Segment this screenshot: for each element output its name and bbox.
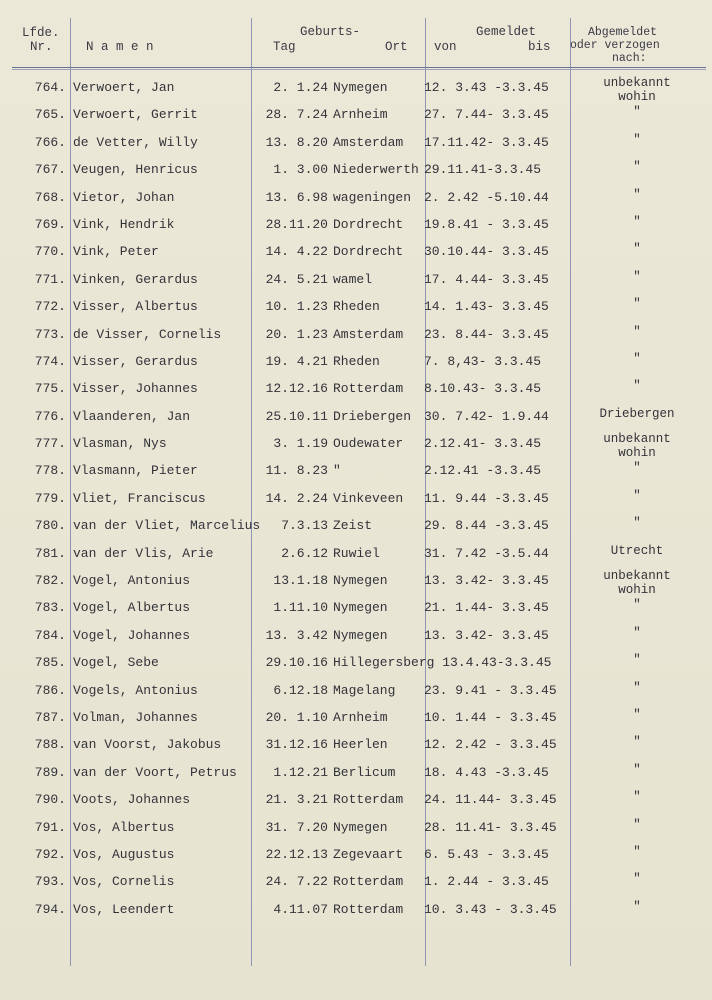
entry-birth-place: Rheden — [333, 299, 380, 315]
entry-name: Vlasmann, Pieter — [73, 463, 198, 479]
entry-deregistered-to: " — [633, 351, 641, 366]
entry-birth-place: " — [333, 463, 341, 479]
entry-birth-date: 19. 4.21 — [265, 353, 328, 369]
table-row — [0, 297, 712, 324]
entry-deregistered-to: " — [633, 516, 641, 531]
entry-name: Vogel, Sebe — [73, 655, 159, 671]
entry-deregistered-to: " — [633, 653, 641, 668]
entry-birth-date: 21. 3.21 — [265, 792, 328, 808]
entry-deregistered-to: " — [633, 214, 641, 229]
header-rule-secondary — [12, 69, 706, 70]
entry-deregistered-to: " — [633, 324, 641, 339]
table-row — [0, 900, 712, 927]
table-row — [0, 653, 712, 680]
table-row — [0, 571, 712, 598]
entry-registered-period: 12. 2.42 - 3.3.45 — [424, 737, 557, 753]
entry-registered-period: 10. 3.43 - 3.3.45 — [424, 901, 557, 917]
entry-birth-place: Rheden — [333, 353, 380, 369]
entry-birth-date: 31. 7.20 — [265, 819, 328, 835]
table-row — [0, 270, 712, 297]
entry-deregistered-to: " — [633, 105, 641, 120]
entry-name: Verwoert, Gerrit — [73, 107, 198, 123]
entry-birth-place: Nymegen — [333, 80, 388, 95]
entry-registered-period: 2. 2.42 -5.10.44 — [424, 189, 549, 205]
entry-name: Vos, Augustus — [73, 846, 175, 862]
entry-birth-place: Ruwiel — [333, 545, 380, 561]
entry-number: 794. — [34, 901, 66, 917]
entry-registered-period: 24. 11.44- 3.3.45 — [424, 792, 557, 808]
entry-registered-period: 18. 4.43 -3.3.45 — [424, 764, 549, 780]
table-row — [0, 598, 712, 625]
entry-deregistered-to: " — [633, 762, 641, 777]
header-tag: Tag — [273, 40, 296, 54]
entry-name: Vink, Hendrik — [73, 216, 175, 232]
table-row — [0, 461, 712, 488]
entry-birth-place: Niederwerth — [333, 162, 419, 178]
table-row — [0, 790, 712, 817]
entry-registered-period: 29.11.41-3.3.45 — [424, 162, 542, 178]
entry-registered-period: 17. 4.44- 3.3.45 — [424, 271, 549, 287]
entry-registered-period: 30. 7.42- 1.9.44 — [424, 408, 549, 424]
entry-birth-date: 31.12.16 — [265, 737, 328, 753]
entry-registered-period: 17.11.42- 3.3.45 — [424, 134, 549, 150]
entry-registered-period: 31. 7.42 -3.5.44 — [424, 545, 549, 561]
entry-name: van der Voort, Petrus — [73, 764, 237, 780]
entry-name: Visser, Albertus — [73, 299, 198, 315]
entry-birth-date: 6.12.18 — [273, 682, 328, 698]
header-nr: Nr. — [30, 40, 53, 54]
entry-number: 766. — [34, 134, 66, 150]
entry-registered-period: 30.10.44- 3.3.45 — [424, 244, 549, 260]
entry-birth-place: Magelang — [333, 682, 396, 698]
table-row — [0, 325, 712, 352]
entry-number: 781. — [34, 545, 66, 561]
entry-birth-date: 14. 2.24 — [265, 490, 328, 506]
entry-name: Volman, Johannes — [73, 709, 198, 725]
entry-number: 785. — [34, 655, 66, 671]
header-ort: Ort — [385, 40, 408, 54]
entry-number: 767. — [34, 162, 66, 178]
entry-birth-date: 2. 1.24 — [273, 80, 328, 95]
entry-number: 792. — [34, 846, 66, 862]
entry-birth-place: Rotterdam — [333, 381, 404, 397]
entry-birth-date: 20. 1.23 — [265, 326, 328, 342]
entry-deregistered-to: unbekannt wohin — [603, 432, 671, 461]
table-row — [0, 105, 712, 132]
entry-birth-date: 13. 3.42 — [265, 627, 328, 643]
entry-birth-place: Arnheim — [333, 107, 388, 123]
entry-birth-date: 25.10.11 — [265, 408, 328, 424]
header-abgemeldet: Abgemeldet — [588, 26, 658, 39]
header-lfd: Lfde. — [22, 26, 60, 40]
entry-birth-date: 24. 5.21 — [265, 271, 328, 287]
entry-name: Visser, Johannes — [73, 381, 198, 397]
entry-number: 789. — [34, 764, 66, 780]
entry-birth-place: Rotterdam — [333, 874, 404, 890]
entry-birth-date: 28. 7.24 — [265, 107, 328, 123]
entry-name: Visser, Gerardus — [73, 353, 198, 369]
entry-registered-period: 1. 2.44 - 3.3.45 — [424, 874, 549, 890]
entry-deregistered-to: " — [633, 707, 641, 722]
entry-registered-period: 28. 11.41- 3.3.45 — [424, 819, 557, 835]
entry-number: 793. — [34, 874, 66, 890]
entry-number: 765. — [34, 107, 66, 123]
entry-birth-date: 7.3.13 — [281, 518, 328, 534]
table-row — [0, 626, 712, 653]
entry-name: Vliet, Franciscus — [73, 490, 206, 506]
table-row — [0, 78, 712, 105]
header-gemeldet: Gemeldet — [476, 25, 537, 39]
table-row — [0, 489, 712, 516]
entry-registered-period: 13. 3.42- 3.3.45 — [424, 627, 549, 643]
entry-birth-date: 11. 8.23 — [265, 463, 328, 479]
entry-registered-period: 14. 1.43- 3.3.45 — [424, 299, 549, 315]
entry-registered-period: 23. 8.44- 3.3.45 — [424, 326, 549, 342]
entry-number: 791. — [34, 819, 66, 835]
entry-deregistered-to: " — [633, 817, 641, 832]
entry-name: de Visser, Cornelis — [73, 326, 222, 342]
entry-name: van Voorst, Jakobus — [73, 737, 222, 753]
table-row — [0, 242, 712, 269]
table-row — [0, 434, 712, 461]
entry-name: Voots, Johannes — [73, 792, 191, 808]
entry-birth-date: 13. 8.20 — [265, 134, 328, 150]
entry-birth-place: Dordrecht — [333, 216, 404, 232]
entry-name: Vlasman, Nys — [73, 436, 167, 452]
entry-birth-place: Heerlen — [333, 737, 388, 753]
table-row — [0, 735, 712, 762]
entry-number: 773. — [34, 326, 66, 342]
entry-birth-date: 1. 3.00 — [273, 162, 328, 178]
entry-birth-place: Driebergen — [333, 408, 412, 424]
entry-birth-date: 24. 7.22 — [265, 874, 328, 890]
entry-birth-place: Hillegersberg 13.4.43-3.3.45 — [333, 655, 552, 671]
entry-number: 777. — [34, 436, 66, 452]
header-nach: nach: — [612, 52, 647, 65]
entry-birth-date: 2.6.12 — [281, 545, 328, 561]
table-row — [0, 160, 712, 187]
entry-birth-place: Arnheim — [333, 709, 388, 725]
entry-name: Vogels, Antonius — [73, 682, 198, 698]
table-row — [0, 708, 712, 735]
entry-registered-period: 11. 9.44 -3.3.45 — [424, 490, 549, 506]
entry-birth-place: Nymegen — [333, 600, 388, 616]
entry-birth-date: 29.10.16 — [265, 655, 328, 671]
entry-birth-place: Berlicum — [333, 764, 396, 780]
entry-birth-place: wamel — [333, 271, 373, 287]
table-row — [0, 845, 712, 872]
entry-birth-date: 12.12.16 — [265, 381, 328, 397]
table-row — [0, 133, 712, 160]
entry-name: Vos, Leendert — [73, 901, 175, 917]
entry-number: 771. — [34, 271, 66, 287]
entry-birth-place: Nymegen — [333, 819, 388, 835]
entry-birth-date: 13.1.18 — [273, 573, 328, 589]
entry-number: 780. — [34, 518, 66, 534]
table-row — [0, 763, 712, 790]
entry-name: Vogel, Johannes — [73, 627, 191, 643]
entry-name: Vietor, Johan — [73, 189, 175, 205]
entry-birth-place: Amsterdam — [333, 326, 404, 342]
entry-number: 788. — [34, 737, 66, 753]
entry-birth-date: 4.11.07 — [273, 901, 328, 917]
entry-deregistered-to: " — [633, 625, 641, 640]
entry-name: van der Vlis, Arie — [73, 545, 214, 561]
entry-birth-place: Zegevaart — [333, 846, 404, 862]
entry-birth-place: Nymegen — [333, 627, 388, 643]
entry-number: 772. — [34, 299, 66, 315]
entry-registered-period: 10. 1.44 - 3.3.45 — [424, 709, 557, 725]
table-row — [0, 544, 712, 571]
entry-number: 779. — [34, 490, 66, 506]
entry-birth-place: Dordrecht — [333, 244, 404, 260]
entry-number: 783. — [34, 600, 66, 616]
entry-number: 774. — [34, 353, 66, 369]
table-row — [0, 215, 712, 242]
register-rows — [0, 78, 712, 927]
entry-deregistered-to: " — [633, 187, 641, 202]
entry-name: Vlaanderen, Jan — [73, 408, 191, 424]
entry-registered-period: 6. 5.43 - 3.3.45 — [424, 846, 549, 862]
entry-number: 790. — [34, 792, 66, 808]
entry-name: Vogel, Albertus — [73, 600, 191, 616]
header-bis: bis — [528, 40, 551, 54]
entry-deregistered-to: " — [633, 488, 641, 503]
entry-deregistered-to: " — [633, 461, 641, 476]
table-row — [0, 818, 712, 845]
entry-birth-date: 28.11.20 — [265, 216, 328, 232]
entry-deregistered-to: " — [633, 269, 641, 284]
entry-number: 782. — [34, 573, 66, 589]
entry-deregistered-to: " — [633, 735, 641, 750]
entry-registered-period: 2.12.41- 3.3.45 — [424, 436, 542, 452]
entry-registered-period: 29. 8.44 -3.3.45 — [424, 518, 549, 534]
entry-birth-place: Rotterdam — [333, 901, 404, 917]
table-row — [0, 352, 712, 379]
header-von: von — [434, 40, 457, 54]
entry-birth-place: Zeist — [333, 518, 373, 534]
entry-birth-place: Oudewater — [333, 436, 404, 452]
entry-birth-date: 3. 1.19 — [273, 436, 328, 452]
entry-registered-period: 19.8.41 - 3.3.45 — [424, 216, 549, 232]
entry-birth-place: Vinkeveen — [333, 490, 404, 506]
entry-number: 775. — [34, 381, 66, 397]
table-row — [0, 188, 712, 215]
entry-deregistered-to: " — [633, 790, 641, 805]
table-row — [0, 516, 712, 543]
entry-number: 764. — [34, 80, 66, 95]
entry-number: 776. — [34, 408, 66, 424]
entry-birth-place: Rotterdam — [333, 792, 404, 808]
entry-number: 784. — [34, 627, 66, 643]
entry-deregistered-to: " — [633, 242, 641, 257]
entry-registered-period: 2.12.41 -3.3.45 — [424, 463, 542, 479]
entry-birth-place: Nymegen — [333, 573, 388, 589]
entry-number: 768. — [34, 189, 66, 205]
entry-deregistered-to: " — [633, 297, 641, 312]
entry-deregistered-to: " — [633, 160, 641, 175]
entry-birth-place: wageningen — [333, 189, 412, 205]
entry-name: Verwoert, Jan — [73, 80, 175, 95]
entry-deregistered-to: unbekannt wohin — [603, 569, 671, 598]
entry-registered-period: 7. 8,43- 3.3.45 — [424, 353, 542, 369]
entry-name: van der Vliet, Marcelius — [73, 518, 261, 534]
header-oder-verzogen: oder verzogen — [570, 39, 660, 52]
table-row — [0, 872, 712, 899]
entry-birth-date: 1.12.21 — [273, 764, 328, 780]
entry-birth-place: Amsterdam — [333, 134, 404, 150]
entry-deregistered-to: " — [633, 132, 641, 147]
entry-birth-date: 10. 1.23 — [265, 299, 328, 315]
entry-deregistered-to: Driebergen — [599, 406, 675, 421]
entry-deregistered-to: " — [633, 598, 641, 613]
entry-name: Vos, Cornelis — [73, 874, 175, 890]
header-rule — [12, 67, 706, 68]
entry-deregistered-to: " — [633, 899, 641, 914]
entry-number: 786. — [34, 682, 66, 698]
entry-name: de Vetter, Willy — [73, 134, 198, 150]
entry-deregistered-to: " — [633, 844, 641, 859]
entry-registered-period: 8.10.43- 3.3.45 — [424, 381, 542, 397]
entry-name: Veugen, Henricus — [73, 162, 198, 178]
entry-registered-period: 27. 7.44- 3.3.45 — [424, 107, 549, 123]
entry-birth-date: 1.11.10 — [273, 600, 328, 616]
entry-deregistered-to: " — [633, 872, 641, 887]
entry-registered-period: 12. 3.43 -3.3.45 — [424, 80, 549, 95]
entry-birth-date: 22.12.13 — [265, 846, 328, 862]
entry-name: Vogel, Antonius — [73, 573, 191, 589]
entry-name: Vink, Peter — [73, 244, 159, 260]
table-row — [0, 407, 712, 434]
entry-birth-date: 14. 4.22 — [265, 244, 328, 260]
entry-deregistered-to: " — [633, 379, 641, 394]
entry-deregistered-to: unbekannt wohin — [603, 76, 671, 104]
entry-name: Vos, Albertus — [73, 819, 175, 835]
entry-name: Vinken, Gerardus — [73, 271, 198, 287]
table-row — [0, 681, 712, 708]
entry-number: 787. — [34, 709, 66, 725]
header-geburts: Geburts- — [300, 25, 361, 39]
entry-registered-period: 21. 1.44- 3.3.45 — [424, 600, 549, 616]
entry-number: 769. — [34, 216, 66, 232]
entry-birth-date: 13. 6.98 — [265, 189, 328, 205]
entry-registered-period: 23. 9.41 - 3.3.45 — [424, 682, 557, 698]
table-row — [0, 379, 712, 406]
entry-number: 778. — [34, 463, 66, 479]
entry-registered-period: 13. 3.42- 3.3.45 — [424, 573, 549, 589]
entry-birth-date: 20. 1.10 — [265, 709, 328, 725]
entry-deregistered-to: " — [633, 680, 641, 695]
entry-deregistered-to: Utrecht — [610, 543, 664, 558]
header-namen: N a m e n — [86, 40, 154, 54]
entry-number: 770. — [34, 244, 66, 260]
